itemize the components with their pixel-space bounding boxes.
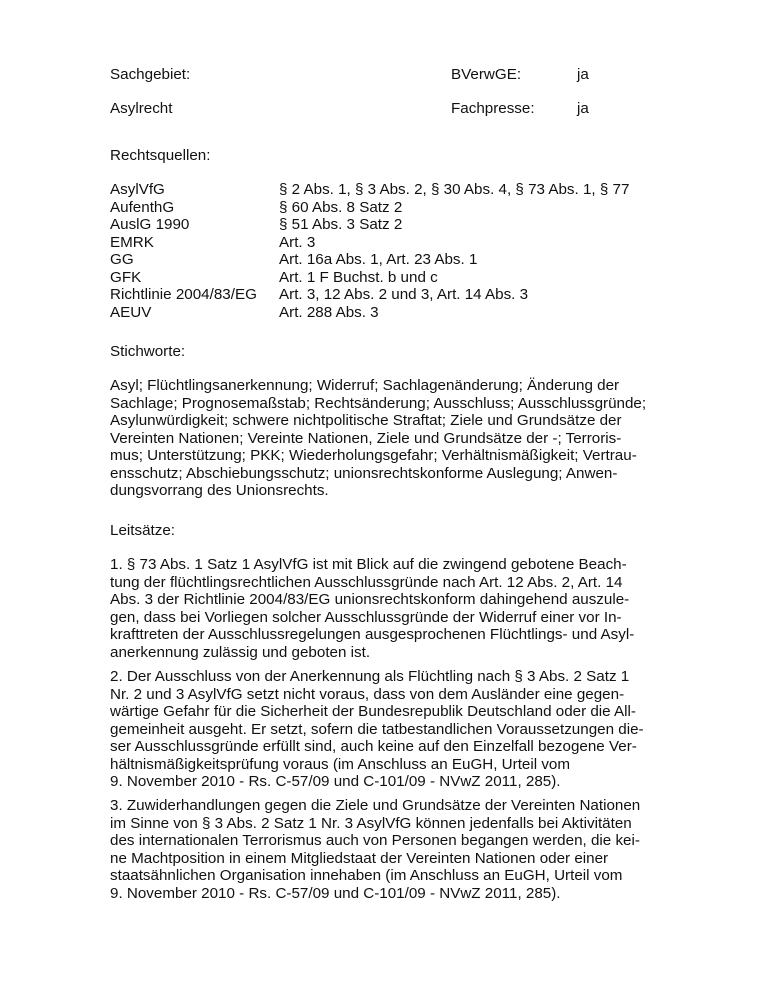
text-line: staatsähnlichen Organisation innehaben (im Anschluss an EuGH, Urteil vom bbox=[110, 867, 623, 884]
rechtsquellen-row bbox=[110, 199, 670, 217]
rechtsquellen-row bbox=[110, 251, 670, 269]
text-line: 2. Der Ausschluss von der Anerkennung als Flüchtling nach § 3 Abs. 2 Satz 1 bbox=[110, 668, 630, 685]
rechtsquellen-heading: Rechtsquellen: bbox=[110, 147, 211, 164]
law-name: GFK bbox=[110, 268, 142, 286]
law-reference: § 2 Abs. 1, § 3 Abs. 2, § 30 Abs. 4, § 73 Abs. 1, § 77 bbox=[279, 181, 630, 198]
text-line: tung der flüchtlingsrechtlichen Ausschlussgründe nach Art. 12 Abs. 2, Art. 14 bbox=[110, 573, 623, 591]
sachgebiet-label: Sachgebiet: bbox=[110, 66, 191, 83]
law-reference: Art. 3, 12 Abs. 2 und 3, Art. 14 Abs. 3 bbox=[279, 286, 529, 303]
stichworte-heading: Stichworte: bbox=[110, 343, 186, 360]
text-line: anerkennung zulässig und geboten ist. bbox=[110, 643, 371, 661]
text-line: 3. Zuwiderhandlungen gegen die Ziele und Grundsätze der Vereinten Nationen bbox=[110, 797, 641, 814]
text-line: Asyl; Flüchtlingsanerkennung; Widerruf; Sachlagenänderung; Änderung der bbox=[110, 377, 620, 394]
law-reference: Art. 288 Abs. 3 bbox=[279, 303, 379, 321]
law-name: AuslG 1990 bbox=[110, 216, 190, 233]
stichworte-text bbox=[110, 377, 670, 500]
text-line: ensschutz; Abschiebungsschutz; unionsrechtskonforme Auslegung; Anwen- bbox=[110, 464, 618, 482]
law-name: AsylVfG bbox=[110, 181, 165, 198]
text-line: Asylunwürdigkeit; schwere nichtpolitische Straftat; Ziele und Grundsätze der bbox=[110, 412, 622, 429]
text-line: 1. § 73 Abs. 1 Satz 1 AsylVfG ist mit Blick auf die zwingend gebotene Beach- bbox=[110, 556, 627, 573]
leitsaetze-heading: Leitsätze: bbox=[110, 522, 176, 539]
text-line: wärtige Gefahr für die Sicherheit der Bundesrepublik Deutschland oder die All- bbox=[110, 703, 636, 720]
law-name: Richtlinie 2004/83/EG bbox=[110, 286, 257, 303]
fachpresse-value: ja bbox=[577, 100, 589, 117]
text-line: 9. November 2010 - Rs. C-57/09 und C-101/09 - NVwZ 2011, 285). bbox=[110, 884, 561, 902]
rechtsquellen-row bbox=[110, 286, 670, 304]
text-line: dungsvorrang des Unionsrechts. bbox=[110, 482, 329, 499]
text-line: Sachlage; Prognosemaßstab; Rechtsänderung; Ausschluss; Ausschlussgründe; bbox=[110, 394, 647, 412]
text-line: 9. November 2010 - Rs. C-57/09 und C-101/09 - NVwZ 2011, 285). bbox=[110, 773, 561, 790]
bverwge-value: ja bbox=[577, 66, 589, 83]
law-reference: Art. 3 bbox=[279, 233, 316, 251]
rechtsquellen-row bbox=[110, 304, 670, 322]
text-line: Nr. 2 und 3 AsylVfG setzt nicht voraus, dass von dem Ausländer eine gegen- bbox=[110, 685, 625, 703]
rechtsquellen-row bbox=[110, 234, 670, 252]
bverwge-label: BVerwGE: bbox=[451, 66, 522, 83]
text-line: krafttreten der Ausschlussregelungen ausgesprochenen Flüchtlings- und Asyl- bbox=[110, 626, 635, 643]
text-line: ne Machtposition in einem Mitgliedstaat der Vereinten Nationen oder einer bbox=[110, 849, 609, 867]
leitsatz-3 bbox=[110, 797, 670, 902]
text-line: Abs. 3 der Richtlinie 2004/83/EG unionsrechtskonform dahingehend auszule- bbox=[110, 591, 630, 608]
sachgebiet-value: Asylrecht bbox=[110, 100, 173, 117]
text-line: im Sinne von § 3 Abs. 2 Satz 1 Nr. 3 AsylVfG können jedenfalls bei Aktivitäten bbox=[110, 814, 632, 832]
leitsatz-1 bbox=[110, 556, 670, 661]
text-line: ser Ausschlussgründe erfüllt sind, auch keine auf den Einzelfall bezogene Ver- bbox=[110, 738, 637, 755]
law-name: AEUV bbox=[110, 303, 152, 321]
text-line: gen, dass bei Vorliegen solcher Ausschlussgründe der Widerruf einer vor In- bbox=[110, 608, 622, 626]
text-line: des internationalen Terrorismus auch von Personen begangen werden, die kei- bbox=[110, 832, 640, 849]
law-name: EMRK bbox=[110, 233, 154, 251]
law-reference: Art. 1 F Buchst. b und c bbox=[279, 268, 438, 286]
rechtsquellen-row bbox=[110, 216, 670, 234]
text-line: gemeinheit ausgeht. Er setzt, sofern die tatbestandlichen Voraussetzungen die- bbox=[110, 720, 644, 738]
law-reference: § 51 Abs. 3 Satz 2 bbox=[279, 216, 403, 233]
text-line: mus; Unterstützung; PKK; Wiederholungsgefahr; Verhältnismäßigkeit; Vertrau- bbox=[110, 447, 637, 464]
rechtsquellen-row bbox=[110, 269, 670, 287]
leitsatz-2 bbox=[110, 668, 670, 791]
text-line: Vereinten Nationen; Vereinte Nationen, Ziele und Grundsätze der -; Terroris- bbox=[110, 429, 622, 447]
law-name: AufenthG bbox=[110, 198, 175, 216]
fachpresse-label: Fachpresse: bbox=[451, 100, 535, 117]
law-reference: Art. 16a Abs. 1, Art. 23 Abs. 1 bbox=[279, 251, 478, 268]
text-line: hältnismäßigkeitsprüfung voraus (im Anschluss an EuGH, Urteil vom bbox=[110, 755, 571, 773]
law-reference: § 60 Abs. 8 Satz 2 bbox=[279, 198, 403, 216]
law-name: GG bbox=[110, 251, 134, 268]
rechtsquellen-row bbox=[110, 181, 670, 199]
